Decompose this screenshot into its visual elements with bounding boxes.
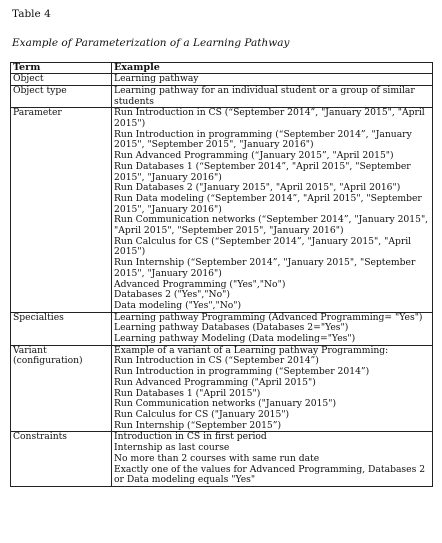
example-line: Learning pathway Programming (Advanced Programming= "Yes") bbox=[114, 311, 423, 323]
table-row bbox=[11, 74, 433, 86]
example-line: Run Internship (“September 2014”, "January 2015", "September 2015", "January 2016") bbox=[114, 257, 416, 279]
example-line: Run Data modeling (“September 2014”, "April 2015", "September 2015", "January 2016") bbox=[114, 192, 422, 215]
example-line: Run Calculus for CS (“September 2014”, "January 2015", "April 2015") bbox=[114, 235, 412, 258]
table-number: Table 4 bbox=[12, 8, 51, 20]
table-row bbox=[11, 85, 433, 107]
example-line: Run Introduction in programming (“September 2014”) bbox=[114, 366, 370, 378]
example-line: Learning pathway for an individual student or a group of similar students bbox=[114, 84, 415, 107]
example-line: Learning pathway bbox=[114, 73, 199, 85]
example-line: Run Internship (“September 2015”) bbox=[114, 419, 282, 431]
example-cell bbox=[112, 108, 433, 312]
example-line: Learning pathway Modeling (Data modeling="Yes") bbox=[114, 333, 356, 345]
table-row bbox=[11, 345, 433, 432]
example-line: No more than 2 courses with same run date bbox=[114, 452, 320, 464]
example-cell bbox=[112, 312, 433, 345]
example-line: Run Databases 1 (“September 2014”, "April 2015", "September 2015", "January 2016") bbox=[114, 160, 411, 183]
example-line: Run Calculus for CS ("January 2015") bbox=[114, 409, 290, 420]
example-line: Run Introduction in CS (“September 2014”) bbox=[114, 355, 319, 367]
header-example: Example bbox=[112, 63, 433, 74]
example-line: Internship as last course bbox=[114, 442, 230, 454]
example-line: Run Databases 1 ("April 2015") bbox=[114, 387, 261, 399]
example-cell bbox=[112, 432, 433, 487]
table-body bbox=[11, 74, 433, 487]
table-caption: Example of Parameterization of a Learning Pathway bbox=[12, 37, 290, 49]
example-cell bbox=[112, 74, 433, 86]
term-cell: Object bbox=[11, 74, 112, 86]
example-line: Databases 2 ("Yes","No") bbox=[114, 289, 230, 301]
example-line: Run Advanced Programming (“January 2015”, "April 2015") bbox=[114, 150, 394, 162]
table-row bbox=[11, 108, 433, 312]
example-line: Example of a variant of a Learning pathway Programming: bbox=[114, 344, 389, 356]
example-cell bbox=[112, 345, 433, 432]
example-cell bbox=[112, 85, 433, 107]
term-cell: Object type bbox=[11, 85, 112, 107]
example-line: Data modeling ("Yes","No") bbox=[114, 299, 242, 311]
example-line: Run Introduction in programming (“September 2014”, "January 2015", "September 2015", "January 2016") bbox=[114, 128, 412, 151]
table-row bbox=[11, 432, 433, 487]
term-cell: Specialties bbox=[11, 312, 112, 345]
term-cell: Variant (configuration) bbox=[11, 345, 112, 432]
example-line: Learning pathway Databases (Databases 2="Yes") bbox=[114, 322, 349, 334]
example-line: Run Advanced Programming ("April 2015") bbox=[114, 376, 316, 388]
example-line: Run Communication networks ("January 2015") bbox=[114, 398, 337, 410]
example-line: Run Communication networks (“September 2014”, "January 2015", "April 2015", "September 2015", "January 2016") bbox=[114, 214, 429, 237]
term-cell: Constraints bbox=[11, 432, 112, 487]
parameterization-table bbox=[10, 62, 433, 487]
example-line: Run Introduction in CS (“September 2014”, "January 2015", "April 2015") bbox=[114, 107, 425, 130]
example-line: Introduction in CS in first period bbox=[114, 431, 267, 443]
example-line: Run Databases 2 ("January 2015", "April 2015", "April 2016") bbox=[114, 182, 401, 194]
example-line: Advanced Programming ("Yes","No") bbox=[114, 278, 286, 290]
example-line: Exactly one of the values for Advanced Programming, Databases 2 or Data modeling equals "Yes" bbox=[114, 463, 426, 486]
table-header-row bbox=[11, 63, 433, 74]
header-term: Term bbox=[11, 63, 112, 74]
table-row bbox=[11, 312, 433, 345]
term-cell: Parameter bbox=[11, 108, 112, 312]
